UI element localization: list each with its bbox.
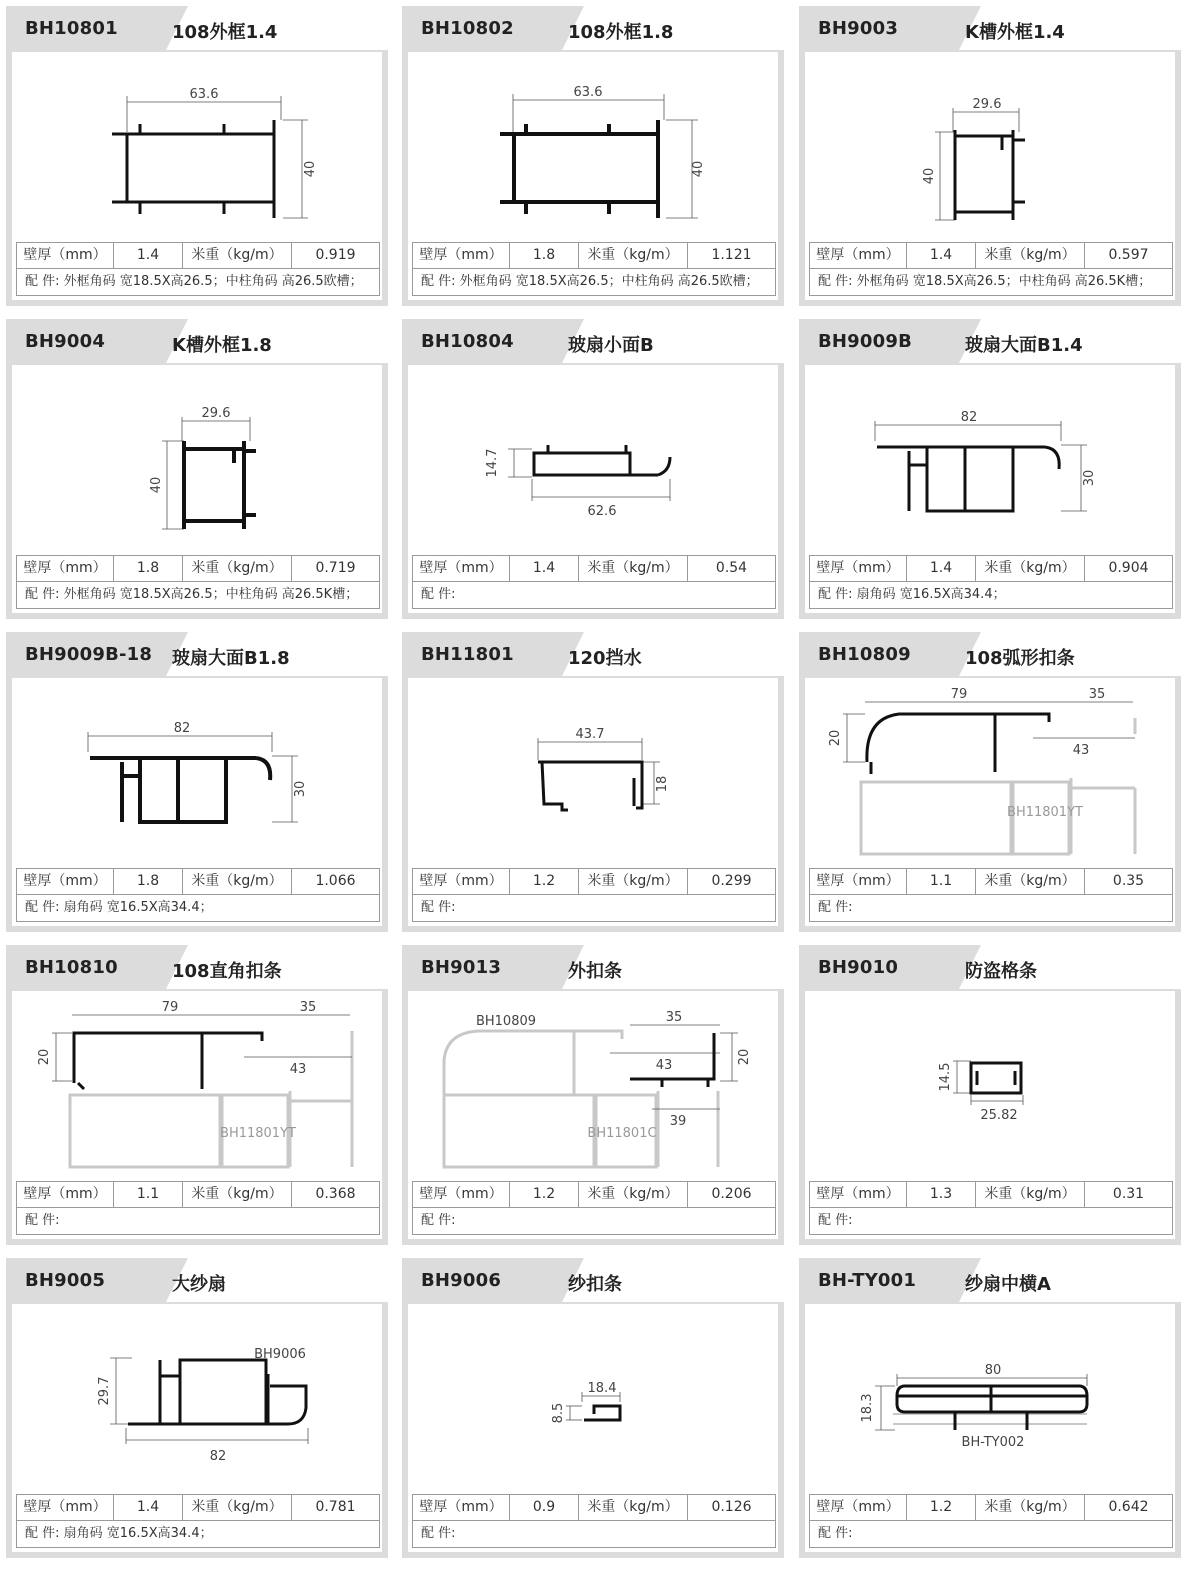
wall-value: 1.4 bbox=[907, 556, 976, 581]
part-ref-label: BH10809 bbox=[475, 1014, 537, 1029]
weight-label: 米重（kg/m） bbox=[976, 556, 1085, 581]
weight-label: 米重（kg/m） bbox=[579, 243, 688, 268]
dim-label: 82 bbox=[173, 721, 191, 736]
wall-label: 壁厚（mm） bbox=[810, 243, 907, 268]
dim-label: 82 bbox=[209, 1449, 227, 1464]
spec-table bbox=[809, 242, 1173, 296]
weight-value: 0.299 bbox=[711, 873, 752, 889]
weight-label: 米重（kg/m） bbox=[183, 1495, 292, 1520]
wall-value: 1.1 bbox=[907, 869, 976, 894]
wall-value: 1.8 bbox=[510, 243, 579, 268]
profile-drawing bbox=[805, 365, 1175, 551]
profile-card bbox=[799, 945, 1181, 1245]
profile-name: 108直角扣条 bbox=[172, 961, 282, 982]
wall-label: 壁厚（mm） bbox=[810, 869, 907, 894]
part-ref-label: BH-TY002 bbox=[961, 1435, 1025, 1450]
wall-value: 0.9 bbox=[510, 1495, 579, 1520]
spec-table bbox=[809, 1181, 1173, 1235]
profile-code: BH10802 bbox=[421, 18, 514, 39]
profile-card bbox=[6, 945, 388, 1245]
profile-card bbox=[6, 6, 388, 306]
parts-label: 配 件: bbox=[421, 274, 456, 289]
dim-label: 63.6 bbox=[189, 87, 219, 102]
weight-label: 米重（kg/m） bbox=[579, 869, 688, 894]
profile-drawing bbox=[805, 1304, 1175, 1490]
profile-code: BH9009B-18 bbox=[25, 644, 153, 665]
profile-drawing bbox=[805, 678, 1175, 864]
catalog-grid bbox=[6, 6, 1194, 1572]
dim-label: 79 bbox=[950, 687, 968, 702]
parts-value: 扇角码 宽16.5X高34.4； bbox=[856, 587, 1006, 602]
profile-card bbox=[6, 319, 388, 619]
spec-table bbox=[412, 555, 776, 609]
profile-code: BH10810 bbox=[25, 957, 118, 978]
wall-value: 1.2 bbox=[907, 1495, 976, 1520]
parts-value: 外框角码 宽18.5X高26.5；中柱角码 高26.5欧槽； bbox=[63, 274, 363, 289]
parts-value: 扇角码 宽16.5X高34.4； bbox=[63, 900, 213, 915]
dim-label: 20 bbox=[737, 1048, 752, 1066]
profile-code: BH9010 bbox=[818, 957, 899, 978]
dim-label: 20 bbox=[828, 729, 843, 747]
wall-value: 1.4 bbox=[907, 243, 976, 268]
profile-code: BH-TY001 bbox=[818, 1270, 917, 1291]
dim-label: 29.6 bbox=[972, 97, 1002, 112]
profile-card bbox=[799, 6, 1181, 306]
wall-label: 壁厚（mm） bbox=[413, 1182, 510, 1207]
profile-drawing bbox=[805, 991, 1175, 1177]
dim-label: 30 bbox=[1082, 469, 1097, 487]
profile-name: 玻扇大面B1.8 bbox=[172, 648, 290, 669]
profile-code: BH9009B bbox=[818, 331, 913, 352]
parts-label: 配 件: bbox=[818, 1526, 853, 1541]
parts-label: 配 件: bbox=[25, 1526, 60, 1541]
wall-label: 壁厚（mm） bbox=[413, 556, 510, 581]
dim-label: 39 bbox=[669, 1114, 687, 1129]
profile-code: BH9005 bbox=[25, 1270, 106, 1291]
weight-value: 0.919 bbox=[315, 247, 356, 263]
dim-label: 14.5 bbox=[938, 1062, 953, 1092]
parts-label: 配 件: bbox=[421, 587, 456, 602]
dim-label: 18.3 bbox=[860, 1393, 875, 1423]
spec-table bbox=[16, 555, 380, 609]
dim-label: 40 bbox=[691, 160, 706, 178]
spec-table bbox=[809, 868, 1173, 922]
weight-value: 1.066 bbox=[315, 873, 356, 889]
spec-table bbox=[412, 868, 776, 922]
wall-label: 壁厚（mm） bbox=[413, 869, 510, 894]
spec-table bbox=[16, 868, 380, 922]
profile-drawing bbox=[12, 678, 382, 864]
profile-name: 玻扇小面B bbox=[568, 335, 654, 356]
wall-value: 1.2 bbox=[510, 869, 579, 894]
dim-label: 29.6 bbox=[201, 406, 231, 421]
dim-label: 43 bbox=[655, 1058, 673, 1073]
profile-card bbox=[799, 319, 1181, 619]
wall-label: 壁厚（mm） bbox=[17, 1182, 114, 1207]
part-ref-label: BH9006 bbox=[254, 1347, 306, 1362]
weight-value: 0.31 bbox=[1112, 1186, 1145, 1202]
weight-label: 米重（kg/m） bbox=[183, 1182, 292, 1207]
weight-label: 米重（kg/m） bbox=[183, 556, 292, 581]
wall-label: 壁厚（mm） bbox=[17, 243, 114, 268]
profile-card bbox=[6, 632, 388, 932]
profile-name: 玻扇大面B1.4 bbox=[965, 335, 1083, 356]
spec-table bbox=[809, 555, 1173, 609]
weight-label: 米重（kg/m） bbox=[976, 869, 1085, 894]
wall-label: 壁厚（mm） bbox=[810, 1495, 907, 1520]
spec-table bbox=[16, 1494, 380, 1548]
dim-label: 14.7 bbox=[485, 448, 500, 478]
profile-drawing bbox=[12, 991, 382, 1177]
parts-label: 配 件: bbox=[25, 274, 60, 289]
weight-value: 0.206 bbox=[711, 1186, 752, 1202]
weight-label: 米重（kg/m） bbox=[976, 243, 1085, 268]
dim-label: 29.7 bbox=[97, 1376, 112, 1406]
weight-label: 米重（kg/m） bbox=[183, 869, 292, 894]
profile-name: K槽外框1.4 bbox=[965, 22, 1065, 43]
dim-label: 18 bbox=[655, 775, 670, 793]
profile-name: 纱扣条 bbox=[568, 1274, 622, 1295]
parts-label: 配 件: bbox=[25, 900, 60, 915]
dim-label: 43.7 bbox=[575, 727, 605, 742]
weight-label: 米重（kg/m） bbox=[579, 556, 688, 581]
profile-card bbox=[402, 6, 784, 306]
wall-label: 壁厚（mm） bbox=[413, 1495, 510, 1520]
dim-label: 80 bbox=[984, 1363, 1002, 1378]
weight-label: 米重（kg/m） bbox=[183, 243, 292, 268]
profile-drawing bbox=[408, 1304, 778, 1490]
profile-code: BH9003 bbox=[818, 18, 899, 39]
profile-code: BH10809 bbox=[818, 644, 911, 665]
wall-value: 1.8 bbox=[114, 869, 183, 894]
dim-label: 18.4 bbox=[587, 1381, 617, 1396]
wall-label: 壁厚（mm） bbox=[17, 869, 114, 894]
weight-value: 0.54 bbox=[715, 560, 748, 576]
spec-table bbox=[412, 1181, 776, 1235]
profile-drawing bbox=[805, 52, 1175, 238]
profile-name: 大纱扇 bbox=[172, 1274, 226, 1295]
dim-label: 20 bbox=[37, 1048, 52, 1066]
spec-table bbox=[16, 1181, 380, 1235]
wall-label: 壁厚（mm） bbox=[413, 243, 510, 268]
profile-drawing bbox=[12, 365, 382, 551]
weight-value: 0.781 bbox=[315, 1499, 356, 1515]
weight-value: 0.719 bbox=[315, 560, 356, 576]
profile-card bbox=[402, 319, 784, 619]
profile-name: K槽外框1.8 bbox=[172, 335, 272, 356]
weight-value: 1.121 bbox=[711, 247, 752, 263]
parts-label: 配 件: bbox=[818, 900, 853, 915]
dim-label: 62.6 bbox=[587, 504, 617, 519]
wall-value: 1.3 bbox=[907, 1182, 976, 1207]
dim-label: 30 bbox=[293, 780, 308, 798]
wall-value: 1.1 bbox=[114, 1182, 183, 1207]
weight-value: 0.597 bbox=[1108, 247, 1149, 263]
profile-code: BH9004 bbox=[25, 331, 106, 352]
profile-card bbox=[402, 632, 784, 932]
dim-label: 43 bbox=[1072, 743, 1090, 758]
dim-label: 40 bbox=[922, 167, 937, 185]
dim-label: 40 bbox=[149, 476, 164, 494]
profile-name: 108外框1.8 bbox=[568, 22, 674, 43]
weight-label: 米重（kg/m） bbox=[976, 1182, 1085, 1207]
dim-label: 35 bbox=[1088, 687, 1106, 702]
dim-label: 35 bbox=[665, 1010, 683, 1025]
profile-name: 108弧形扣条 bbox=[965, 648, 1075, 669]
profile-code: BH11801 bbox=[421, 644, 514, 665]
profile-drawing bbox=[408, 52, 778, 238]
wall-value: 1.8 bbox=[114, 556, 183, 581]
profile-drawing bbox=[12, 52, 382, 238]
wall-value: 1.4 bbox=[114, 1495, 183, 1520]
parts-label: 配 件: bbox=[421, 1526, 456, 1541]
profile-code: BH10804 bbox=[421, 331, 514, 352]
parts-value: 扇角码 宽16.5X高34.4； bbox=[63, 1526, 213, 1541]
spec-table bbox=[412, 1494, 776, 1548]
part-ref-label: BH11801YT bbox=[220, 1126, 296, 1141]
parts-value: 外框角码 宽18.5X高26.5；中柱角码 高26.5K槽； bbox=[63, 587, 359, 602]
profile-card bbox=[402, 1258, 784, 1558]
weight-value: 0.642 bbox=[1108, 1499, 1149, 1515]
part-ref-label: BH11801YT bbox=[1007, 805, 1083, 820]
spec-table bbox=[412, 242, 776, 296]
wall-value: 1.2 bbox=[510, 1182, 579, 1207]
profile-drawing bbox=[408, 991, 778, 1177]
parts-label: 配 件: bbox=[25, 1213, 60, 1228]
profile-card bbox=[402, 945, 784, 1245]
spec-table bbox=[809, 1494, 1173, 1548]
profile-card bbox=[6, 1258, 388, 1558]
spec-table bbox=[16, 242, 380, 296]
weight-value: 0.35 bbox=[1112, 873, 1145, 889]
profile-card bbox=[799, 632, 1181, 932]
profile-drawing bbox=[408, 365, 778, 551]
weight-label: 米重（kg/m） bbox=[579, 1182, 688, 1207]
profile-code: BH10801 bbox=[25, 18, 118, 39]
weight-label: 米重（kg/m） bbox=[579, 1495, 688, 1520]
weight-value: 0.368 bbox=[315, 1186, 356, 1202]
dim-label: 43 bbox=[289, 1062, 307, 1077]
profile-name: 108外框1.4 bbox=[172, 22, 278, 43]
profile-name: 120挡水 bbox=[568, 648, 642, 669]
wall-label: 壁厚（mm） bbox=[17, 1495, 114, 1520]
parts-value: 外框角码 宽18.5X高26.5；中柱角码 高26.5K槽； bbox=[856, 274, 1152, 289]
part-ref-label: BH11801C bbox=[587, 1126, 657, 1141]
parts-label: 配 件: bbox=[818, 587, 853, 602]
profile-name: 防盗格条 bbox=[965, 961, 1037, 982]
parts-label: 配 件: bbox=[421, 1213, 456, 1228]
wall-value: 1.4 bbox=[510, 556, 579, 581]
wall-label: 壁厚（mm） bbox=[810, 1182, 907, 1207]
profile-name: 外扣条 bbox=[568, 961, 622, 982]
parts-label: 配 件: bbox=[421, 900, 456, 915]
parts-label: 配 件: bbox=[818, 274, 853, 289]
dim-label: 79 bbox=[161, 1000, 179, 1015]
profile-code: BH9006 bbox=[421, 1270, 502, 1291]
dim-label: 82 bbox=[960, 410, 978, 425]
profile-name: 纱扇中横A bbox=[965, 1274, 1051, 1295]
parts-label: 配 件: bbox=[818, 1213, 853, 1228]
weight-label: 米重（kg/m） bbox=[976, 1495, 1085, 1520]
weight-value: 0.904 bbox=[1108, 560, 1149, 576]
parts-label: 配 件: bbox=[25, 587, 60, 602]
dim-label: 40 bbox=[303, 160, 318, 178]
dim-label: 63.6 bbox=[573, 85, 603, 100]
dim-label: 8.5 bbox=[551, 1402, 566, 1424]
wall-label: 壁厚（mm） bbox=[17, 556, 114, 581]
profile-drawing bbox=[12, 1304, 382, 1490]
parts-value: 外框角码 宽18.5X高26.5；中柱角码 高26.5欧槽； bbox=[459, 274, 759, 289]
profile-card bbox=[799, 1258, 1181, 1558]
dim-label: 35 bbox=[299, 1000, 317, 1015]
weight-value: 0.126 bbox=[711, 1499, 752, 1515]
profile-code: BH9013 bbox=[421, 957, 502, 978]
profile-drawing bbox=[408, 678, 778, 864]
wall-label: 壁厚（mm） bbox=[810, 556, 907, 581]
dim-label: 25.82 bbox=[980, 1108, 1018, 1123]
wall-value: 1.4 bbox=[114, 243, 183, 268]
